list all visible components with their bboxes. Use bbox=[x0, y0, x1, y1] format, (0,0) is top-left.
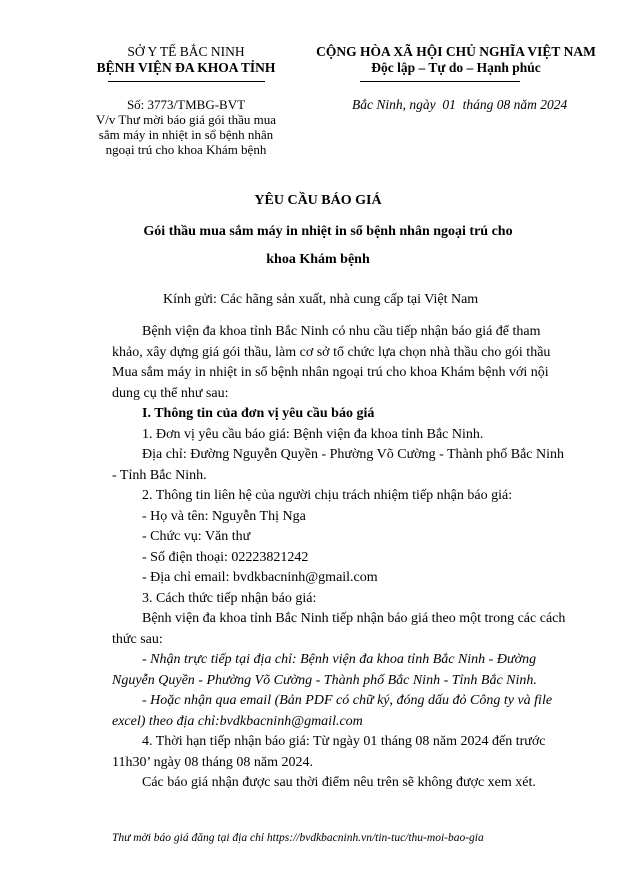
subject-line: sắm máy in nhiệt in sổ bệnh nhân bbox=[98, 127, 274, 142]
body-line: 1. Đơn vị yêu cầu báo giá: Bệnh viện đa khoa tỉnh Bắc Ninh. bbox=[142, 426, 484, 442]
body-line: 11h30’ ngày 08 tháng 08 năm 2024. bbox=[112, 754, 314, 770]
body-line: - Chức vụ: Văn thư bbox=[142, 529, 251, 544]
body-line: khảo, xây dựng giá gói thầu, làm cơ sở tổ chức lựa chọn nhà thầu cho gói thầu bbox=[112, 344, 551, 360]
body-line: Bệnh viện đa khoa tỉnh Bắc Ninh có nhu cầu tiếp nhận báo giá để tham bbox=[142, 324, 541, 339]
subject-line: ngoại trú cho khoa Khám bệnh bbox=[105, 142, 267, 157]
body-line: - Tỉnh Bắc Ninh. bbox=[112, 467, 207, 483]
body-line: - Số điện thoại: 02223821242 bbox=[142, 549, 309, 565]
body-line: Địa chỉ: Đường Nguyễn Quyền - Phường Võ Cường - Thành phố Bắc Ninh bbox=[142, 447, 565, 462]
body-line: thức sau: bbox=[112, 631, 163, 647]
document-subtitle-line: khoa Khám bệnh bbox=[266, 252, 370, 267]
motto-underline bbox=[360, 81, 520, 82]
body-line: excel) theo địa chỉ:bvdkbacninh@gmail.com bbox=[112, 713, 363, 729]
greeting: Kính gửi: Các hãng sản xuất, nhà cung cấp tại Việt Nam bbox=[163, 292, 479, 307]
national-title: CỘNG HÒA XÃ HỘI CHỦ NGHĨA VIỆT NAM bbox=[316, 44, 596, 59]
body-line: 4. Thời hạn tiếp nhận báo giá: Từ ngày 01 tháng 08 năm 2024 đến trước bbox=[142, 734, 546, 749]
document-title: YÊU CẦU BÁO GIÁ bbox=[254, 193, 382, 208]
body-line: Mua sắm máy in nhiệt in sổ bệnh nhân ngoại trú cho khoa Khám bệnh với nội bbox=[112, 365, 549, 380]
reference-block bbox=[80, 97, 292, 157]
hospital-underline bbox=[108, 81, 265, 82]
body-line: dung cụ thể như sau: bbox=[112, 385, 229, 401]
document-body bbox=[112, 322, 566, 794]
footer-note: Thư mời báo giá đăng tại địa chỉ https://bvdkbacninh.vn/tin-tuc/thu-moi-bao-gia bbox=[112, 832, 484, 844]
document-date: Bắc Ninh, ngày 01 tháng 08 năm 2024 bbox=[352, 97, 568, 112]
agency-name: SỞ Y TẾ BẮC NINH bbox=[127, 44, 245, 59]
body-line: - Địa chỉ email: bvdkbacninh@gmail.com bbox=[142, 570, 378, 585]
body-line: Các báo giá nhận được sau thời điểm nêu trên sẽ không được xem xét. bbox=[142, 775, 536, 790]
body-line: I. Thông tin của đơn vị yêu cầu báo giá bbox=[142, 406, 375, 421]
body-line: 3. Cách thức tiếp nhận báo giá: bbox=[142, 590, 317, 606]
body-line: Bệnh viện đa khoa tỉnh Bắc Ninh tiếp nhận báo giá theo một trong các cách bbox=[142, 611, 566, 626]
body-line: Nguyễn Quyền - Phường Võ Cường - Thành phố Bắc Ninh - Tỉnh Bắc Ninh. bbox=[112, 672, 537, 688]
hospital-name: BỆNH VIỆN ĐA KHOA TỈNH bbox=[96, 60, 276, 75]
body-line: - Nhận trực tiếp tại địa chỉ: Bệnh viện đa khoa tỉnh Bắc Ninh - Đường bbox=[142, 652, 537, 667]
national-motto: Độc lập – Tự do – Hạnh phúc bbox=[371, 60, 541, 75]
body-line: 2. Thông tin liên hệ của người chịu trách nhiệm tiếp nhận báo giá: bbox=[142, 488, 513, 503]
national-header bbox=[288, 44, 624, 76]
reference-number: Số: 3773/TMBG-BVT bbox=[126, 97, 246, 112]
subject-line: V/v Thư mời báo giá gói thầu mua bbox=[95, 112, 277, 127]
issuing-agency-block bbox=[80, 44, 292, 76]
body-line: - Hoặc nhận qua email (Bản PDF có chữ ký, đóng dấu đỏ Công ty và file bbox=[142, 693, 553, 708]
document-subtitle-line: Gói thầu mua sắm máy in nhiệt in sổ bệnh nhân ngoại trú cho bbox=[143, 224, 513, 239]
body-line: - Họ và tên: Nguyễn Thị Nga bbox=[142, 508, 306, 524]
